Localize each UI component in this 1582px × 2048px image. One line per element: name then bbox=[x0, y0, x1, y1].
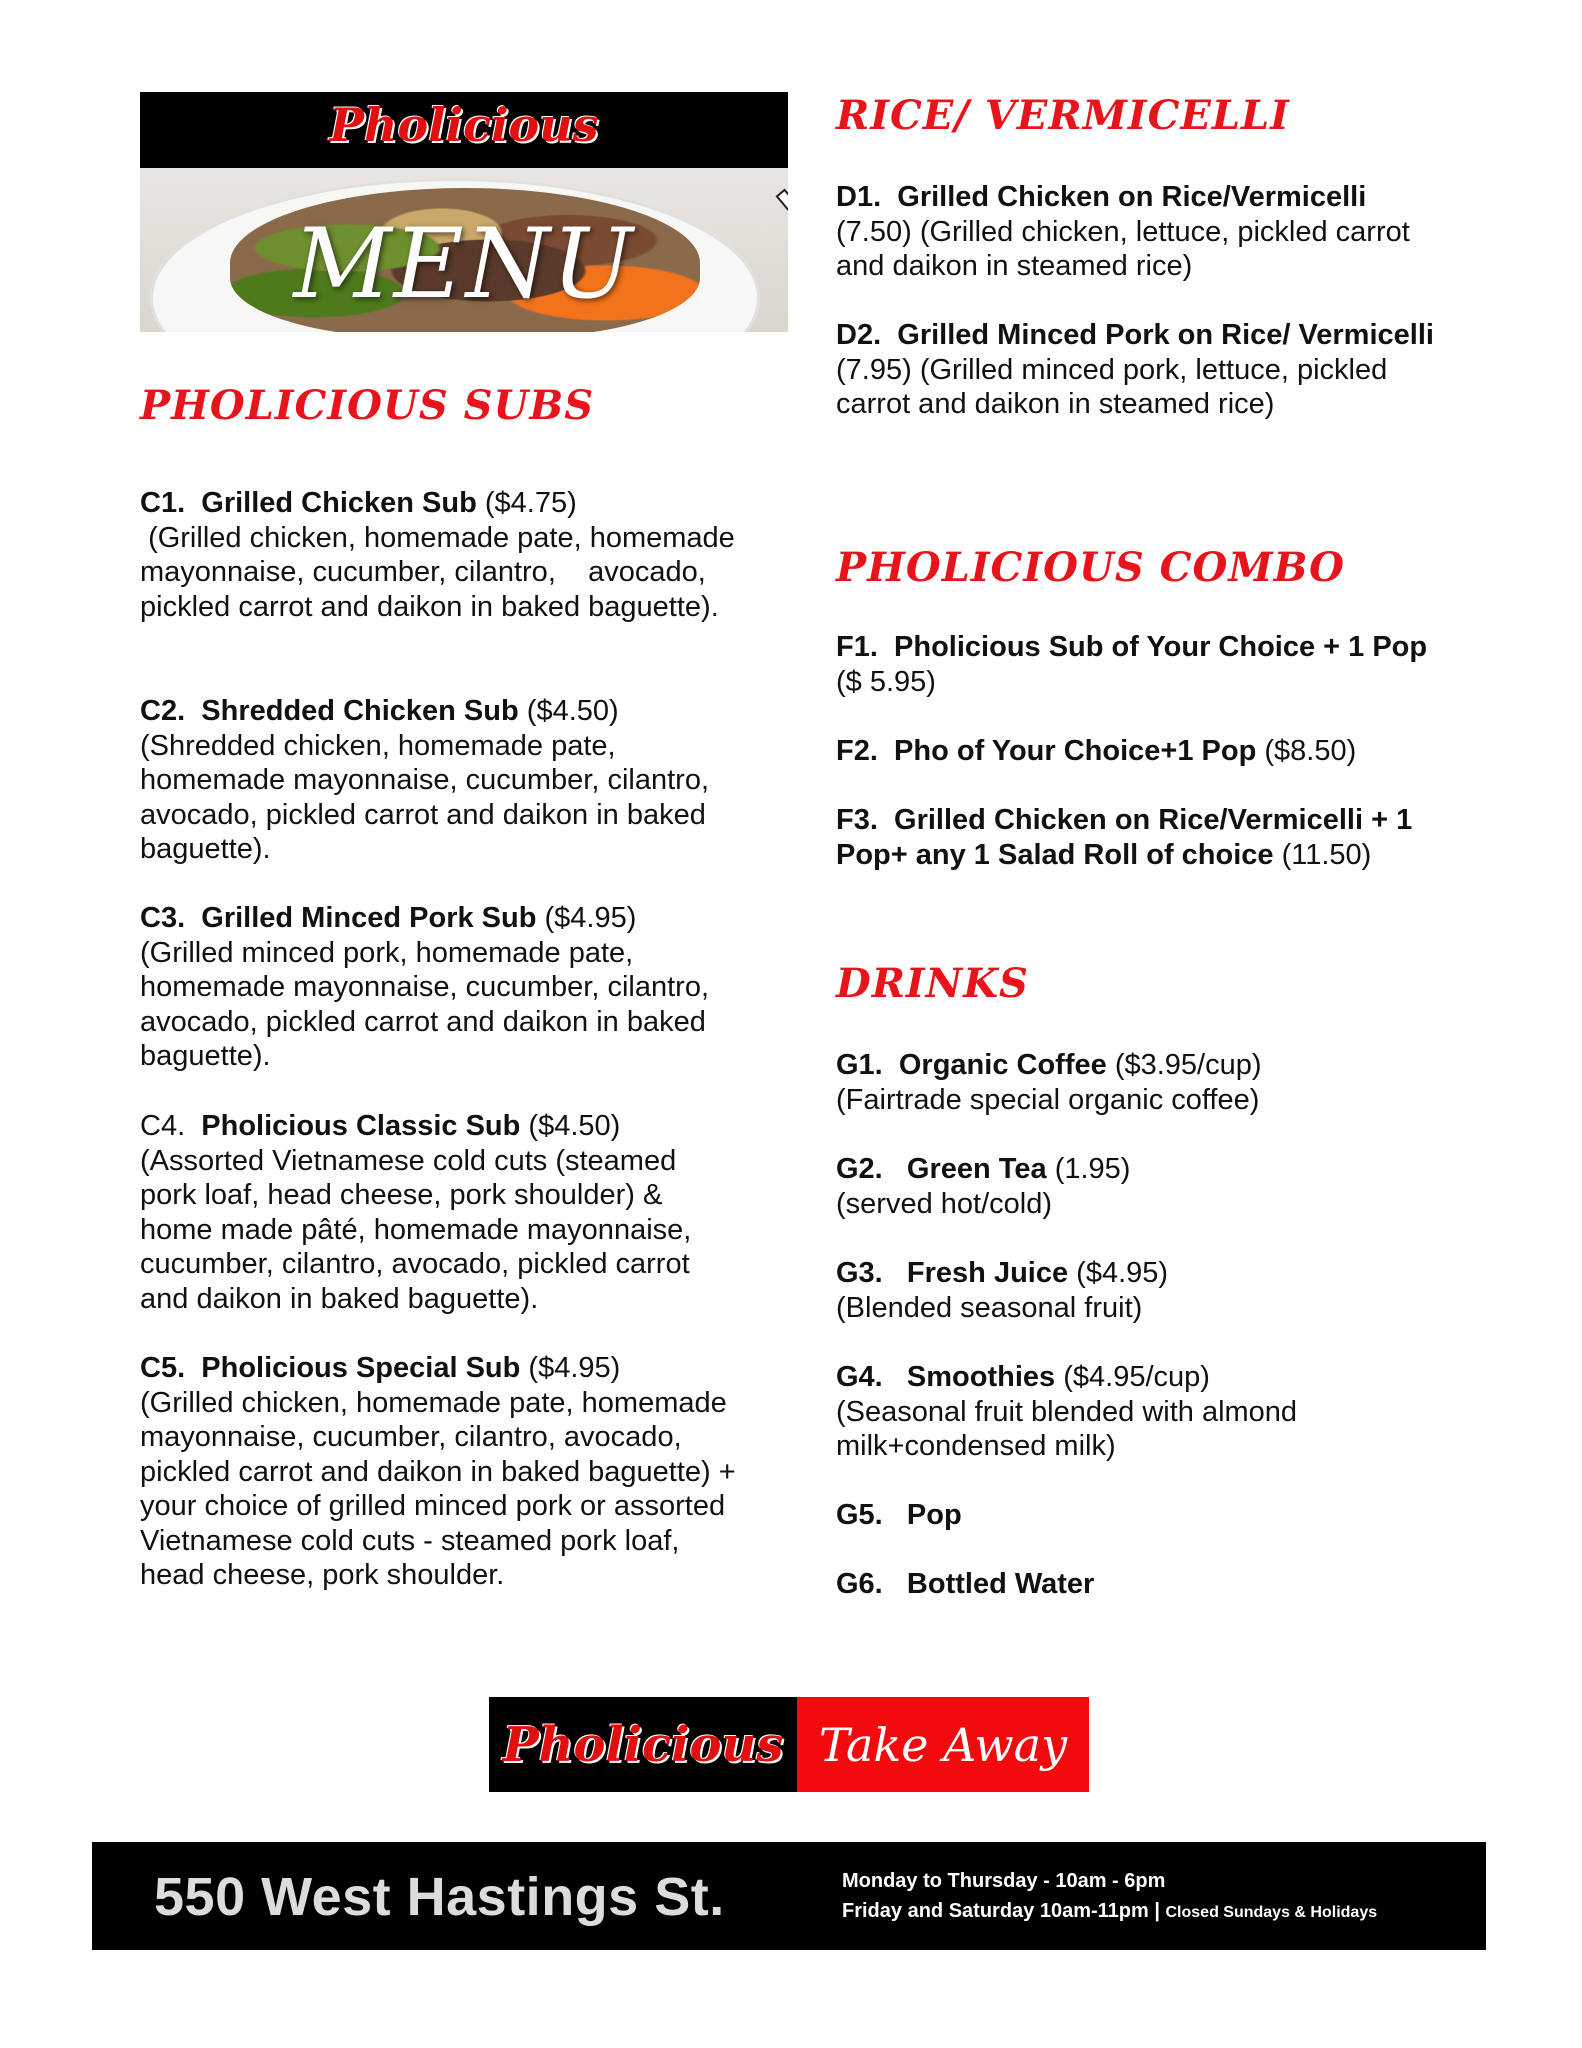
item-name: Grilled Chicken on Rice/Vermicelli bbox=[897, 181, 1367, 213]
item-code: D2. bbox=[836, 319, 882, 351]
item-name: Grilled Minced Pork on Rice/ Vermicelli bbox=[897, 319, 1434, 351]
item-description: (Grilled minced pork, lettuce, pickled carrot and daikon in steamed rice) bbox=[836, 353, 1388, 420]
item-name: Pho of Your Choice+1 Pop bbox=[894, 735, 1257, 767]
hours-weekday: Monday to Thursday - 10am - 6pm bbox=[842, 1870, 1166, 1892]
menu-item-g3 bbox=[836, 1256, 1456, 1325]
item-code: G5. bbox=[836, 1499, 883, 1531]
item-description: (served hot/cold) bbox=[836, 1187, 1052, 1220]
menu-item-f1 bbox=[836, 630, 1456, 699]
item-name: Green Tea bbox=[906, 1153, 1047, 1185]
item-code: G2. bbox=[836, 1153, 883, 1185]
take-away-logo bbox=[489, 1697, 1089, 1792]
item-name: Pop bbox=[906, 1499, 962, 1531]
item-description: (Grilled chicken, lettuce, pickled carrot and daikon in steamed rice) bbox=[836, 215, 1410, 282]
menu-item-c5 bbox=[140, 1351, 740, 1593]
address: 550 West Hastings St. bbox=[154, 1867, 725, 1927]
item-price: ($4.95) bbox=[544, 902, 637, 934]
item-code: F2. bbox=[836, 735, 878, 767]
item-description: (Shredded chicken, homemade pate, homemade mayonnaise, cucumber, cilantro, avocado, pickled carrot and daikon in baked baguette). bbox=[140, 729, 710, 865]
item-code: G6. bbox=[836, 1568, 883, 1600]
item-price: ($4.75) bbox=[484, 487, 577, 519]
section-title-subs: PHOLICIOUS SUBS bbox=[140, 382, 595, 429]
item-code: G1. bbox=[836, 1049, 883, 1081]
item-name: Pholicious Sub of Your Choice + 1 Pop bbox=[894, 631, 1428, 663]
item-code: G4. bbox=[836, 1361, 883, 1393]
item-name: Grilled Chicken Sub bbox=[201, 487, 477, 519]
menu-title: MENU bbox=[293, 208, 635, 320]
item-price: ($4.50) bbox=[528, 1110, 621, 1142]
item-name: Grilled Chicken on Rice/Vermicelli + 1 Pop+ any 1 Salad Roll of choice bbox=[836, 804, 1413, 871]
item-name: Fresh Juice bbox=[906, 1257, 1069, 1289]
item-code: C4. bbox=[140, 1110, 186, 1142]
item-code: F1. bbox=[836, 631, 878, 663]
pholicious-logo: Pholicious bbox=[489, 1697, 797, 1792]
item-name: Bottled Water bbox=[906, 1568, 1095, 1600]
item-price: ($3.95/cup) bbox=[1114, 1049, 1262, 1081]
pholicious-logo: Pholicious bbox=[329, 98, 599, 152]
menu-item-c2 bbox=[140, 694, 740, 867]
item-code: F3. bbox=[836, 804, 878, 836]
menu-item-c1 bbox=[140, 486, 743, 624]
hours-weekend bbox=[842, 1900, 1377, 1923]
hours-weekend-text: Friday and Saturday 10am-11pm | bbox=[842, 1900, 1166, 1922]
section-title-drinks: DRINKS bbox=[836, 960, 1029, 1007]
item-code: C2. bbox=[140, 695, 186, 727]
menu-item-d2 bbox=[836, 318, 1456, 422]
item-name: Grilled Minced Pork Sub bbox=[201, 902, 537, 934]
item-price: ($4.50) bbox=[526, 695, 619, 727]
item-description: (Seasonal fruit blended with almond milk+condensed milk) bbox=[836, 1395, 1298, 1462]
item-price: ($4.95/cup) bbox=[1063, 1361, 1210, 1393]
menu-item-c3 bbox=[140, 901, 740, 1074]
section-title-rice: RICE/ VERMICELLI bbox=[836, 92, 1290, 139]
item-price: (11.50) bbox=[1281, 838, 1372, 871]
item-name: Shredded Chicken Sub bbox=[201, 695, 519, 727]
menu-item-g5 bbox=[836, 1498, 1456, 1533]
item-description: (Grilled minced pork, homemade pate, homemade mayonnaise, cucumber, cilantro, avocado, pickled carrot and daikon in baked baguette). bbox=[140, 936, 710, 1072]
menu-item-g4 bbox=[836, 1360, 1456, 1464]
item-name: Organic Coffee bbox=[898, 1049, 1107, 1081]
take-away-label: Take Away bbox=[797, 1697, 1089, 1792]
closed-note: Closed Sundays & Holidays bbox=[1165, 1904, 1378, 1921]
item-description: (Grilled chicken, homemade pate, homemade mayonnaise, cucumber, cilantro, avocado, pickled carrot and daikon in baked baguette) + your choice of grilled minced pork or assorted Vietnamese cold cuts - steamed pork loaf, head cheese, pork shoulder. bbox=[140, 1386, 736, 1591]
menu-item-f3 bbox=[836, 803, 1456, 872]
item-description: (Fairtrade special organic coffee) bbox=[836, 1083, 1260, 1116]
item-price: ($4.95) bbox=[528, 1352, 621, 1384]
menu-item-f2 bbox=[836, 734, 1456, 769]
section-title-combo: PHOLICIOUS COMBO bbox=[836, 544, 1345, 591]
item-name: Smoothies bbox=[906, 1361, 1056, 1393]
menu-banner bbox=[140, 92, 788, 332]
item-name: Pholicious Special Sub bbox=[201, 1352, 521, 1384]
item-description: (Grilled chicken, homemade pate, homemade mayonnaise, cucumber, cilantro, avocado, pickled carrot and daikon in baked baguette). bbox=[140, 521, 743, 623]
item-price: ($8.50) bbox=[1264, 735, 1357, 767]
item-code: C3. bbox=[140, 902, 186, 934]
menu-item-c4 bbox=[140, 1109, 740, 1316]
menu-item-g6 bbox=[836, 1567, 1456, 1602]
item-price: (7.50) bbox=[836, 215, 912, 248]
item-description: (Assorted Vietnamese cold cuts (steamed pork loaf, head cheese, pork shoulder) & home made pâté, homemade mayonnaise, cucumber, cilantro, avocado, pickled carrot and daikon in baked baguette). bbox=[140, 1144, 692, 1315]
footer-bar bbox=[92, 1842, 1486, 1950]
item-code: C1. bbox=[140, 487, 186, 519]
menu-item-d1 bbox=[836, 180, 1456, 284]
item-price: ($ 5.95) bbox=[836, 665, 936, 698]
item-name: Pholicious Classic Sub bbox=[201, 1110, 521, 1142]
menu-item-g2 bbox=[836, 1152, 1456, 1221]
item-code: G3. bbox=[836, 1257, 883, 1289]
menu-item-g1 bbox=[836, 1048, 1456, 1117]
item-code: D1. bbox=[836, 181, 882, 213]
item-price: (7.95) bbox=[836, 353, 912, 386]
item-price: (1.95) bbox=[1054, 1153, 1131, 1185]
item-code: C5. bbox=[140, 1352, 186, 1384]
item-description: (Blended seasonal fruit) bbox=[836, 1291, 1143, 1324]
item-price: ($4.95) bbox=[1076, 1257, 1169, 1289]
